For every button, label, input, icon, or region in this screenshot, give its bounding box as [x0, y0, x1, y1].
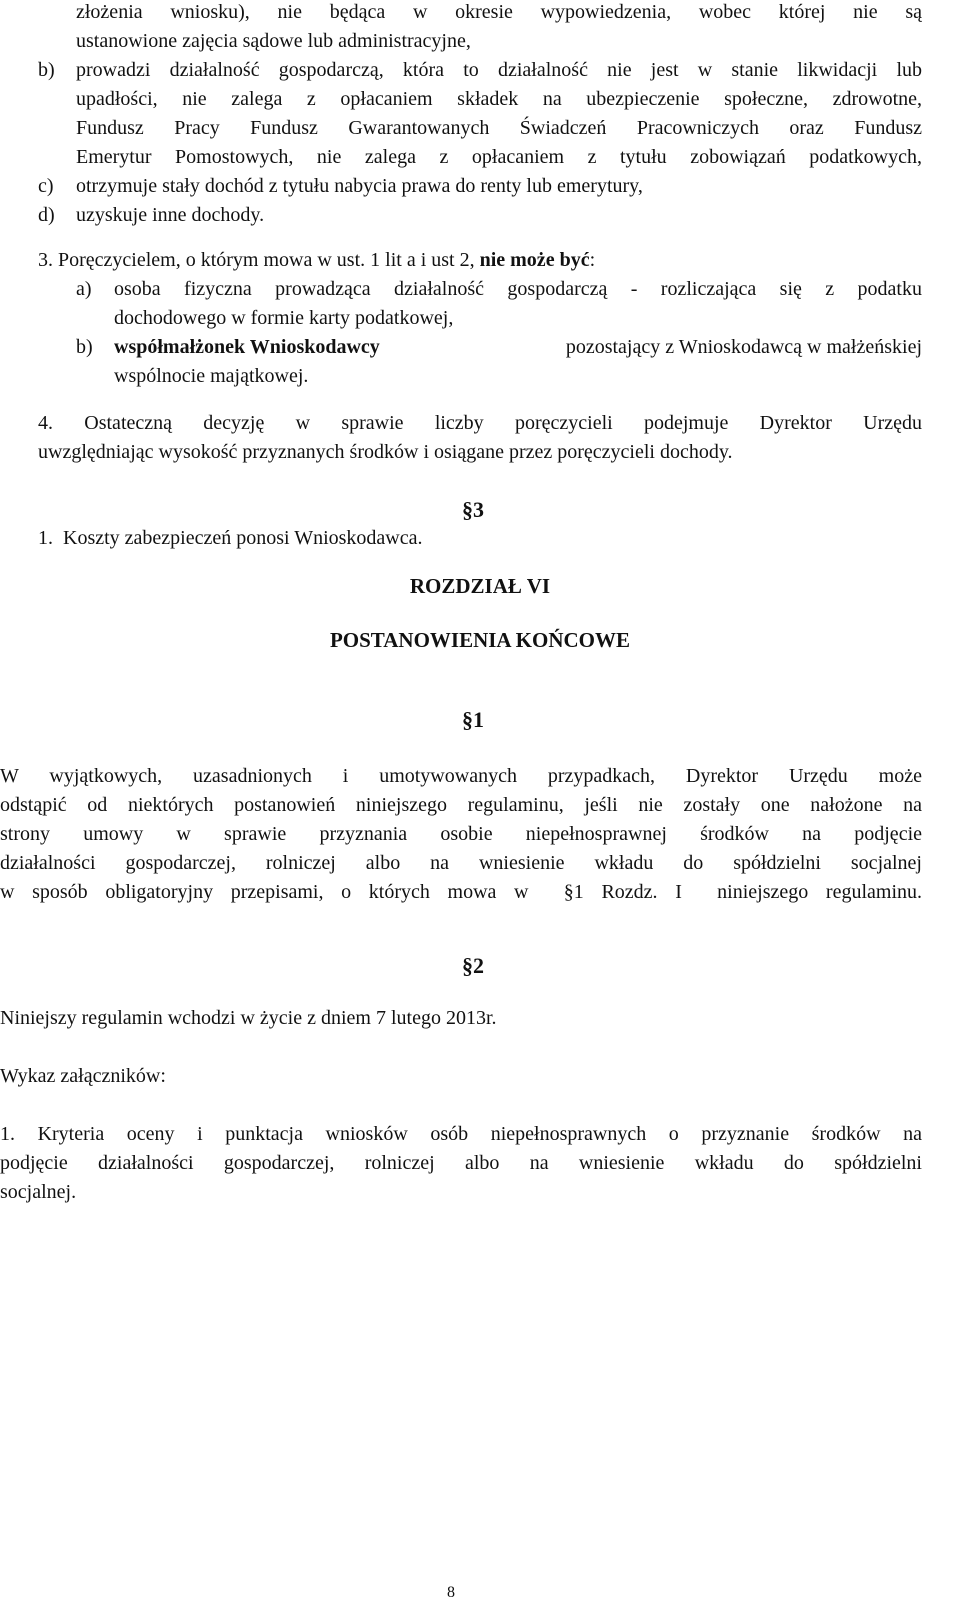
text-line: socjalnej. — [0, 1181, 77, 1203]
chapter-subtitle: POSTANOWIENIA KOŃCOWE — [329, 628, 631, 652]
text-line: działalności gospodarczej, rolniczej albo na wniesienie wkładu do spółdzielni socjalnej — [0, 852, 922, 874]
chapter-title: ROZDZIAŁ VI — [409, 574, 551, 598]
text-line: uwzględniając wysokość przyznanych środków i osiągane przez poręczycieli dochody. — [38, 441, 733, 463]
list-label: c) — [38, 175, 54, 197]
list-label: b) — [38, 59, 55, 81]
text-line: podjęcie działalności gospodarczej, rolniczej albo na wniesienie wkładu do spółdzielni — [0, 1152, 922, 1174]
text-line: upadłości, nie zalega z opłacaniem składek na ubezpieczenie społeczne, zdrowotne, — [76, 88, 922, 110]
section-mark: §2 — [462, 953, 484, 978]
text-line: Emerytur Pomostowych, nie zalega z opłacaniem z tytułu zobowiązań podatkowych, — [76, 146, 922, 168]
text-line: osoba fizyczna prowadząca działalność gospodarczą - rozliczająca się z podatku — [114, 278, 922, 300]
text-line: strony umowy w sprawie przyznania osobie niepełnosprawnej środków na podjęcie — [0, 823, 922, 845]
text-line: otrzymuje stały dochód z tytułu nabycia prawa do renty lub emerytury, — [76, 175, 643, 197]
page-number: 8 — [447, 1584, 455, 1601]
text-line: 1. Koszty zabezpieczeń ponosi Wnioskodawca. — [38, 527, 423, 549]
text-line: w sposób obligatoryjny przepisami, o których mowa w §1 Rozdz. I niniejszego regulaminu. — [0, 881, 922, 903]
text-line: prowadzi działalność gospodarczą, która to działalność nie jest w stanie likwidacji lub — [76, 59, 922, 81]
text-line: 1. Kryteria oceny i punktacja wniosków osób niepełnosprawnych o przyznanie środków na — [0, 1123, 922, 1145]
list-label: d) — [38, 204, 55, 226]
text-line: dochodowego w formie karty podatkowej, — [114, 307, 454, 329]
text-line: uzyskuje inne dochody. — [76, 204, 265, 226]
text-line: Wykaz załączników: — [0, 1065, 166, 1087]
item3-b-line — [114, 335, 922, 359]
list-label: a) — [76, 278, 92, 300]
item3-intro — [38, 248, 595, 272]
text-line: 4. Ostateczną decyzję w sprawie liczby poręczycieli podejmuje Dyrektor Urzędu — [38, 412, 922, 434]
text-line: odstąpić od niektórych postanowień niniejszego regulaminu, jeśli nie zostały one nałożone na — [0, 794, 922, 816]
item3-intro-bold: nie może być — [479, 249, 590, 271]
item3-b-rest: pozostający z Wnioskodawcą w małżeńskiej — [560, 336, 922, 358]
text-line: Fundusz Pracy Fundusz Gwarantowanych Świadczeń Pracowniczych oraz Fundusz — [76, 117, 922, 139]
item3-intro-text: 3. Poręczycielem, o którym mowa w ust. 1 lit a i ust 2, — [38, 249, 480, 271]
text-line: Niniejszy regulamin wchodzi w życie z dniem 7 lutego 2013r. — [0, 1007, 497, 1029]
text-line: W wyjątkowych, uzasadnionych i umotywowanych przypadkach, Dyrektor Urzędu może — [0, 765, 922, 787]
section-mark: §3 — [462, 497, 484, 522]
text-line: wspólnocie majątkowej. — [114, 365, 309, 387]
section-mark: §1 — [462, 707, 484, 732]
bold-phrase: współmałżonek Wnioskodawcy — [114, 336, 380, 358]
text-line: złożenia wniosku), nie będąca w okresie wypowiedzenia, wobec której nie są — [76, 1, 922, 23]
item3-intro-colon: : — [589, 249, 596, 271]
text-line: ustanowione zajęcia sądowe lub administracyjne, — [76, 30, 471, 52]
list-label: b) — [76, 336, 93, 358]
